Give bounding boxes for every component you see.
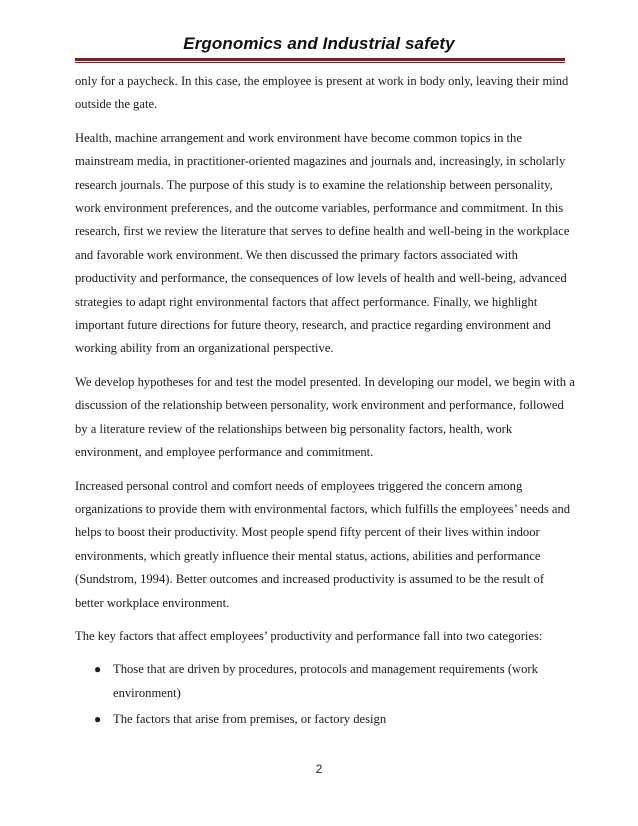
bullet-item-1 (75, 658, 575, 705)
paragraph-2: Health, machine arrangement and work environment have become common topics in the mainstream media, in practitioner-oriented magazines and journals and, increasingly, in scholarly research journals. The purpose of this study is to examine the relationship between personality, work environment preferences, and the outcome variables, performance and commitment. In this research, first we review the literature that serves to define health and well-being in the workplace and favorable work environment. We then discussed the primary factors associated with productivity and performance, the consequences of low levels of health and well-being, advanced strategies to adapt right environmental factors that affect performance. Finally, we highlight important future directions for future theory, research, and practice regarding environment and working ability from an organizational perspective. (75, 130, 570, 356)
page-header-title: Ergonomics and Industrial safety (183, 34, 455, 53)
bullet-item-2 (75, 708, 575, 731)
header-rule-thin (75, 62, 565, 63)
bullet-text-2: The factors that arise from premises, or factory design (113, 712, 387, 727)
paragraph-3: We develop hypotheses for and test the model presented. In developing our model, we begin with a discussion of the relationship between personality, work environment and performance, followed by a literature review of the relationships between big personality factors, health, work environment, and employee performance and commitment. (75, 374, 575, 460)
paragraph-5: The key factors that affect employees’ productivity and performance fall into two categories: (75, 628, 543, 643)
paragraph-1: only for a paycheck. In this case, the employee is present at work in body only, leaving their mind outside the gate. (75, 74, 569, 112)
bullet-dot-icon: ● (94, 662, 102, 677)
paragraph-4: Increased personal control and comfort needs of employees triggered the concern among organizations to provide them with environmental factors, which fulfills the employees’ needs and helps to boost their productivity. Most people spend fifty percent of their lives within indoor environments, which greatly influence their mental status, actions, abilities and performance (Sundstrom, 1994). Better outcomes and increased productivity is assumed to be the result of better workplace environment. (75, 478, 571, 610)
bullet-list (75, 658, 575, 731)
bullet-dot-icon: ● (94, 712, 102, 727)
header-rule-thick (75, 58, 565, 61)
document-body (75, 70, 575, 735)
page-number: 2 (315, 762, 323, 776)
bullet-text-1: Those that are driven by procedures, protocols and management requirements (work environment) (113, 662, 538, 700)
